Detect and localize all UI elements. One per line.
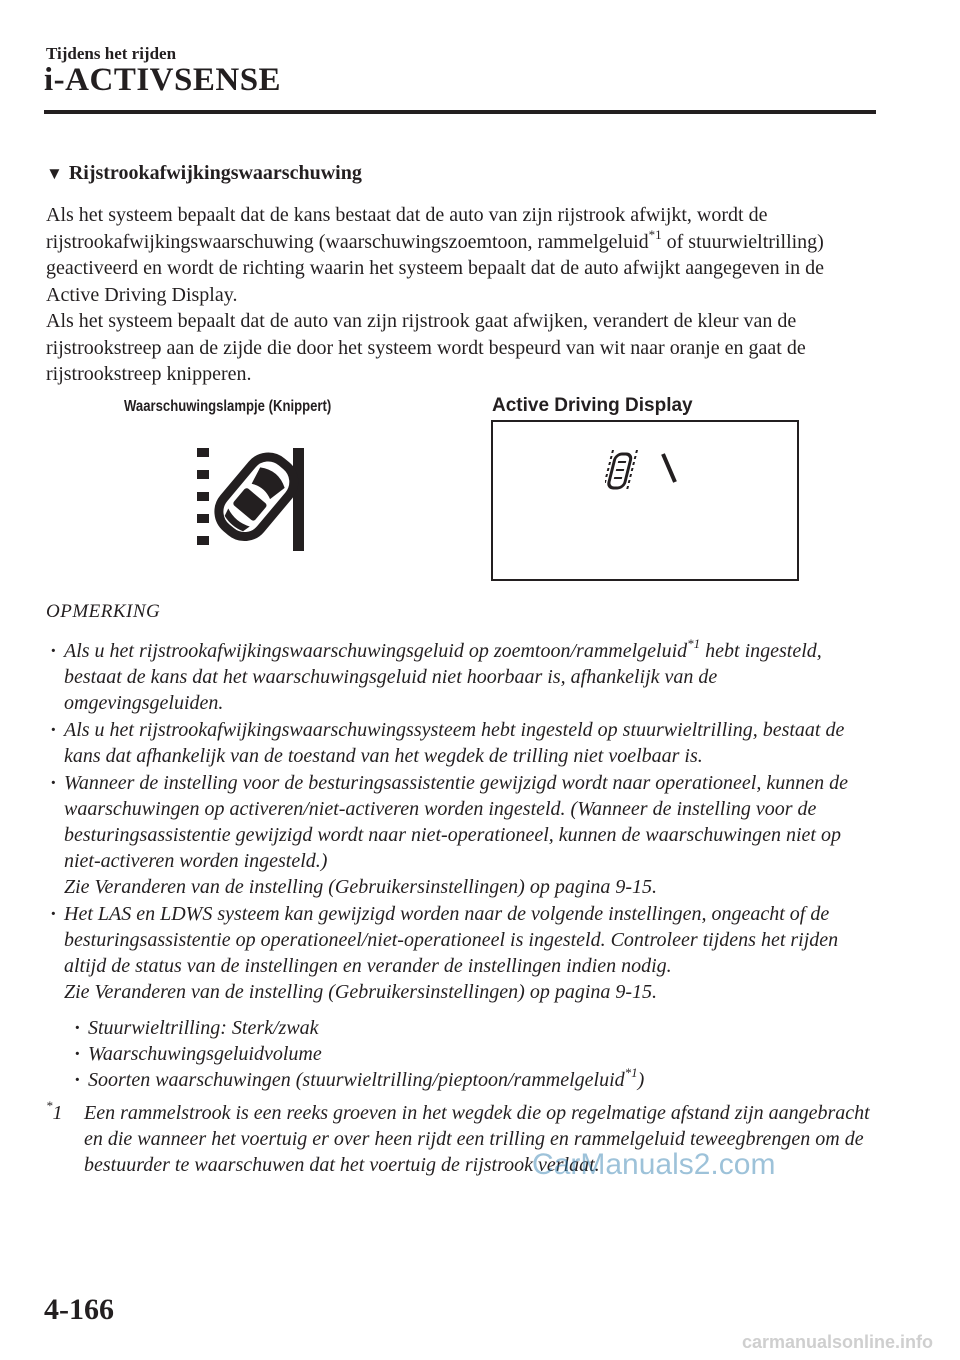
active-driving-display-label: Active Driving Display <box>492 395 693 416</box>
body-text <box>46 202 876 388</box>
bullet-icon: · <box>74 1069 81 1091</box>
paragraph-2: Als het systeem bepaalt dat de auto van zijn rijstrook gaat afwijken, verandert de kleur van de rijstrookstreep aan de zijde die door het systeem wordt bespeurd van wit naar oranje en gaat de rijstrookstreep knipperen. <box>46 310 806 385</box>
chapter-title: i-ACTIVSENSE <box>44 62 282 98</box>
page-reference: Zie Veranderen van de instelling (Gebruikersinstellingen) op pagina 9-15. <box>64 876 658 898</box>
page-number: 4-166 <box>44 1293 114 1326</box>
warning-light-label: Waarschuwingslampje (Knippert) <box>124 398 332 415</box>
bullet-icon: · <box>74 1043 81 1065</box>
triangle-bullet-icon: ▼ <box>46 164 63 183</box>
bullet-icon: · <box>50 640 57 662</box>
bullet-icon: · <box>50 772 57 794</box>
active-driving-display-frame <box>491 420 799 581</box>
list-item: · Als u het rijstrookafwijkingswaarschuwingssysteem hebt ingesteld op stuurwieltrilling, bestaat de kans dat afhankelijk van de toestand van het wegdek de trilling niet voelbaar is. <box>50 719 845 767</box>
running-title: Tijdens het rijden <box>46 44 177 63</box>
section-title-text: Rijstrookafwijkingswaarschuwing <box>68 162 362 184</box>
paragraph-1: Als het systeem bepaalt dat de kans bestaat dat de auto van zijn rijstrook afwijkt, wordt de rijstrookafwijkingswaarschuwing (waarschuwingszoemtoon, rammelgeluid$^{*1}$ of stuurwieltrilling) geactiveerd en wordt de richting waarin het systeem bepaalt dat de auto afwijkt aangegeven in de Active Driving Display. <box>46 204 825 306</box>
header-rule <box>44 110 876 114</box>
watermark-footer: carmanualsonline.info <box>742 1332 934 1352</box>
footnote-ref: *1 <box>624 1065 638 1081</box>
note-heading: OPMERKING <box>46 601 161 622</box>
footnote-text: Een rammelstrook is een reeks groeven in het wegdek die op regelmatige afstand zijn aangebracht en die wanneer het voertuig er over heen rijdt een trilling en rammelgeluid teweegbrengen om de bestuurder te waarschuwen dat het voertuig de rijstrook verlaat. <box>84 1102 870 1176</box>
list-item: · Het LAS en LDWS systeem kan gewijzigd worden naar de volgende instellingen, ongeacht of de besturingsassistentie op operationeel/niet-operationeel is ingesteld. Controleer tijdens het rijden altijd de status van de instellingen en verander de instellingen indien nodig. Zie Veranderen van de instelling (Gebruikersinstellingen) op pagina 9-15. <box>50 903 839 1003</box>
sub-list-item: · Stuurwieltrilling: Sterk/zwak <box>74 1017 319 1039</box>
sub-list-item: · Waarschuwingsgeluidvolume <box>74 1043 322 1065</box>
page-reference: Zie Veranderen van de instelling (Gebruikersinstellingen) op pagina 9-15. <box>64 981 658 1003</box>
footnote-ref: *1 <box>648 226 662 242</box>
list-item: · Als u het rijstrookafwijkingswaarschuwingsgeluid op zoemtoon/rammelgeluid$^{*1}$ hebt ingesteld, bestaat de kans dat het waarschuwingsgeluid niet hoorbaar is, afhankelijk van de omgevingsgeluiden. <box>50 636 822 714</box>
sub-list-item: · Soorten waarschuwingen (stuurwieltrilling/pieptoon/rammelgeluid$^{*1}$) <box>74 1065 645 1091</box>
lane-departure-display-icon <box>605 446 687 492</box>
list-item: · Wanneer de instelling voor de besturingsassistentie gewijzigd wordt naar operationeel, kunnen de waarschuwingen op activeren/niet-activeren worden ingesteld. (Wanneer de instelling voor de besturingsassistentie gewijzigd wordt naar niet-operationeel, kunnen de waarschuwingen niet op niet-activeren worden ingesteld.) Zie Veranderen van de instelling (Gebruikersinstellingen) op pagina 9-15. <box>50 772 848 898</box>
lane-departure-warning-icon <box>195 440 310 552</box>
bullet-icon: · <box>74 1017 81 1039</box>
bullet-icon: · <box>50 719 57 741</box>
note-list <box>46 638 876 1178</box>
section-title <box>46 162 362 185</box>
bullet-icon: · <box>50 903 57 925</box>
footnote-marker: *1 <box>46 1098 63 1124</box>
settings-sublist <box>46 1015 876 1093</box>
watermark: CarManuals2.com <box>532 1148 776 1181</box>
footnote-ref: *1 <box>687 636 701 652</box>
